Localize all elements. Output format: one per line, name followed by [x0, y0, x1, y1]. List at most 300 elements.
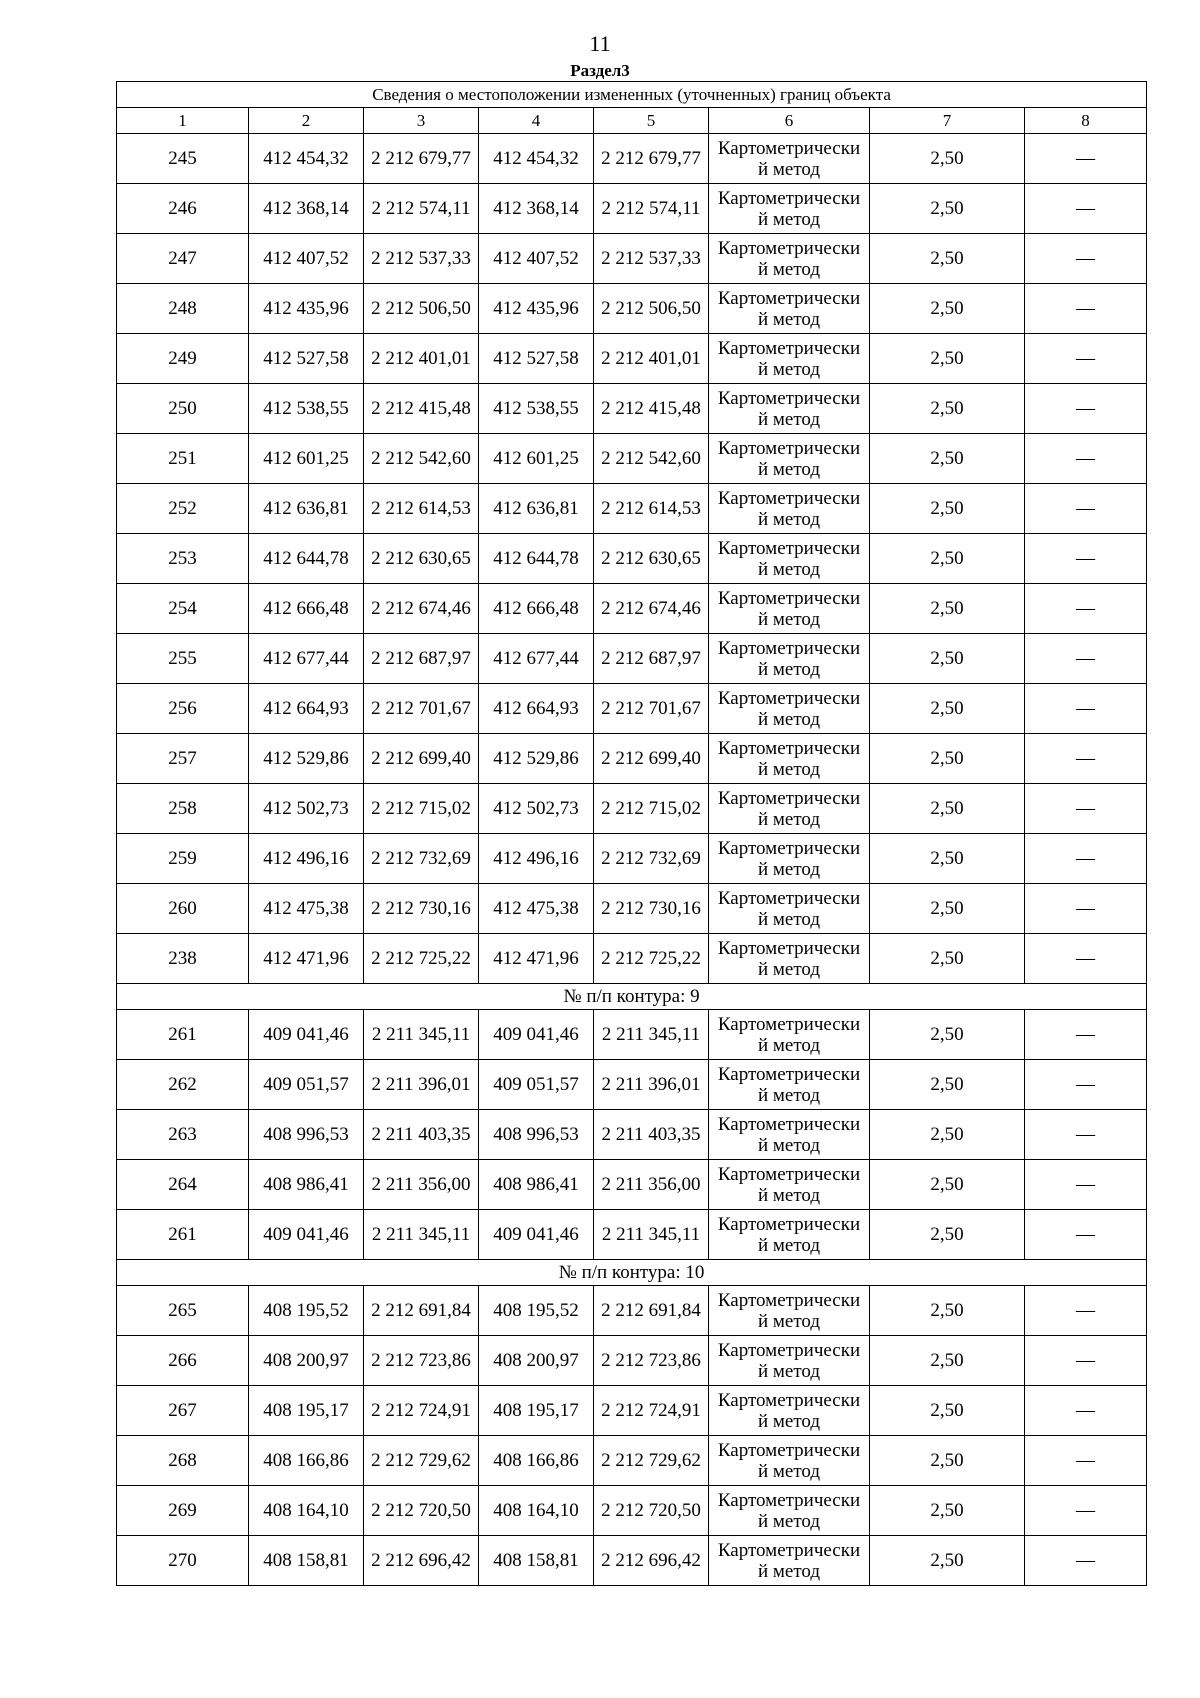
coordinate-x-new-cell: 412 666,48 [479, 584, 594, 634]
coordinate-x-new-cell: 409 051,57 [479, 1060, 594, 1110]
coordinate-y-existing-cell: 2 212 537,33 [364, 234, 479, 284]
coordinate-x-new-cell: 412 454,32 [479, 134, 594, 184]
coordinate-y-existing-cell: 2 212 687,97 [364, 634, 479, 684]
coordinate-y-existing-cell: 2 211 403,35 [364, 1110, 479, 1160]
method-line2: й метод [757, 558, 821, 580]
table-row [117, 484, 1147, 534]
column-number: 2 [249, 108, 364, 134]
method-line2: й метод [757, 358, 821, 380]
coordinate-y-existing-cell: 2 212 415,48 [364, 384, 479, 434]
coordinate-x-new-cell: 408 996,53 [479, 1110, 594, 1160]
method-cell [709, 934, 870, 984]
table-row [117, 1386, 1147, 1436]
point-number-cell: 264 [117, 1160, 249, 1210]
method-cell [709, 484, 870, 534]
method-line2: й метод [757, 808, 821, 830]
column-number: 8 [1025, 108, 1147, 134]
coordinate-x-existing-cell: 412 664,93 [249, 684, 364, 734]
method-line1: Картометрически [717, 837, 861, 859]
method-line1: Картометрически [717, 287, 861, 309]
coordinate-y-existing-cell: 2 212 699,40 [364, 734, 479, 784]
method-line2: й метод [757, 1184, 821, 1206]
coordinate-y-existing-cell: 2 212 542,60 [364, 434, 479, 484]
coordinate-y-existing-cell: 2 212 715,02 [364, 784, 479, 834]
table-row [117, 184, 1147, 234]
point-number-cell: 269 [117, 1486, 249, 1536]
method-line1: Картометрически [717, 1539, 861, 1561]
coordinate-x-existing-cell: 408 195,52 [249, 1286, 364, 1336]
method-line2: й метод [757, 908, 821, 930]
coordinate-x-existing-cell: 409 051,57 [249, 1060, 364, 1110]
coordinate-y-existing-cell: 2 212 574,11 [364, 184, 479, 234]
accuracy-cell: 2,50 [870, 434, 1025, 484]
method-line1: Картометрически [717, 887, 861, 909]
point-number-cell: 257 [117, 734, 249, 784]
coordinate-x-existing-cell: 412 644,78 [249, 534, 364, 584]
coordinate-y-existing-cell: 2 212 730,16 [364, 884, 479, 934]
coordinate-x-existing-cell: 412 527,58 [249, 334, 364, 384]
method-cell [709, 334, 870, 384]
column-number: 3 [364, 108, 479, 134]
coordinate-x-existing-cell: 408 166,86 [249, 1436, 364, 1486]
coordinate-x-new-cell: 408 195,17 [479, 1386, 594, 1436]
accuracy-cell: 2,50 [870, 784, 1025, 834]
coordinate-y-new-cell: 2 212 725,22 [594, 934, 709, 984]
coordinate-y-existing-cell: 2 211 356,00 [364, 1160, 479, 1210]
coordinate-x-new-cell: 412 471,96 [479, 934, 594, 984]
column-number: 7 [870, 108, 1025, 134]
coordinate-y-new-cell: 2 212 574,11 [594, 184, 709, 234]
method-line1: Картометрически [717, 1113, 861, 1135]
coordinate-x-new-cell: 408 195,52 [479, 1286, 594, 1336]
method-cell [709, 584, 870, 634]
column-number: 4 [479, 108, 594, 134]
method-cell [709, 884, 870, 934]
coordinate-x-new-cell: 408 158,81 [479, 1536, 594, 1586]
coordinate-x-new-cell: 408 166,86 [479, 1436, 594, 1486]
column-number-row [117, 108, 1147, 134]
point-number-cell: 248 [117, 284, 249, 334]
point-number-cell: 253 [117, 534, 249, 584]
coordinate-x-new-cell: 409 041,46 [479, 1010, 594, 1060]
description-cell: — [1025, 1386, 1147, 1436]
method-cell [709, 1210, 870, 1260]
description-cell: — [1025, 784, 1147, 834]
coordinate-y-new-cell: 2 212 701,67 [594, 684, 709, 734]
description-cell: — [1025, 434, 1147, 484]
description-cell: — [1025, 134, 1147, 184]
coordinate-y-existing-cell: 2 212 614,53 [364, 484, 479, 534]
method-cell [709, 1436, 870, 1486]
coordinate-y-existing-cell: 2 212 720,50 [364, 1486, 479, 1536]
coordinate-y-new-cell: 2 212 720,50 [594, 1486, 709, 1536]
table-row [117, 334, 1147, 384]
method-line2: й метод [757, 758, 821, 780]
coordinate-y-new-cell: 2 211 403,35 [594, 1110, 709, 1160]
column-number: 1 [117, 108, 249, 134]
accuracy-cell: 2,50 [870, 1286, 1025, 1336]
accuracy-cell: 2,50 [870, 184, 1025, 234]
coordinate-x-existing-cell: 408 158,81 [249, 1536, 364, 1586]
method-line1: Картометрически [717, 737, 861, 759]
coordinate-y-existing-cell: 2 212 725,22 [364, 934, 479, 984]
table-row [117, 1486, 1147, 1536]
description-cell: — [1025, 1436, 1147, 1486]
description-cell: — [1025, 334, 1147, 384]
page-number: 11 [589, 31, 611, 56]
accuracy-cell: 2,50 [870, 534, 1025, 584]
description-cell: — [1025, 1160, 1147, 1210]
coordinate-y-existing-cell: 2 212 724,91 [364, 1386, 479, 1436]
method-line1: Картометрически [717, 1389, 861, 1411]
coordinate-x-new-cell: 412 529,86 [479, 734, 594, 784]
method-cell [709, 834, 870, 884]
table-row [117, 234, 1147, 284]
coordinate-y-new-cell: 2 212 687,97 [594, 634, 709, 684]
point-number-cell: 246 [117, 184, 249, 234]
method-line1: Картометрически [717, 937, 861, 959]
method-line1: Картометрически [717, 637, 861, 659]
coordinate-y-new-cell: 2 212 729,62 [594, 1436, 709, 1486]
method-line2: й метод [757, 1084, 821, 1106]
method-line2: й метод [757, 1234, 821, 1256]
table-row [117, 284, 1147, 334]
method-line1: Картометрически [717, 387, 861, 409]
coordinate-x-new-cell: 412 636,81 [479, 484, 594, 534]
method-line2: й метод [757, 508, 821, 530]
method-cell [709, 1336, 870, 1386]
accuracy-cell: 2,50 [870, 1486, 1025, 1536]
coordinate-y-existing-cell: 2 212 674,46 [364, 584, 479, 634]
description-cell: — [1025, 384, 1147, 434]
method-cell [709, 734, 870, 784]
point-number-cell: 270 [117, 1536, 249, 1586]
description-cell: — [1025, 1486, 1147, 1536]
coordinate-y-new-cell: 2 212 506,50 [594, 284, 709, 334]
coordinate-y-new-cell: 2 212 630,65 [594, 534, 709, 584]
table-row [117, 134, 1147, 184]
description-cell: — [1025, 484, 1147, 534]
contour-header-row [117, 1260, 1147, 1286]
point-number-cell: 258 [117, 784, 249, 834]
coordinate-x-existing-cell: 412 471,96 [249, 934, 364, 984]
method-line1: Картометрически [717, 137, 861, 159]
table-row [117, 1210, 1147, 1260]
description-cell: — [1025, 1536, 1147, 1586]
description-cell: — [1025, 1060, 1147, 1110]
method-cell [709, 1010, 870, 1060]
coordinate-y-new-cell: 2 211 345,11 [594, 1210, 709, 1260]
coordinate-x-new-cell: 409 041,46 [479, 1210, 594, 1260]
coordinate-y-existing-cell: 2 212 732,69 [364, 834, 479, 884]
point-number-cell: 250 [117, 384, 249, 434]
method-line1: Картометрически [717, 687, 861, 709]
method-cell [709, 1536, 870, 1586]
method-line2: й метод [757, 1360, 821, 1382]
coordinate-y-existing-cell: 2 212 729,62 [364, 1436, 479, 1486]
accuracy-cell: 2,50 [870, 1536, 1025, 1586]
table-row [117, 1060, 1147, 1110]
method-line2: й метод [757, 458, 821, 480]
coordinate-y-existing-cell: 2 211 396,01 [364, 1060, 479, 1110]
coordinate-x-new-cell: 412 664,93 [479, 684, 594, 734]
method-cell [709, 1386, 870, 1436]
coordinate-x-new-cell: 412 496,16 [479, 834, 594, 884]
accuracy-cell: 2,50 [870, 134, 1025, 184]
coordinate-x-existing-cell: 412 435,96 [249, 284, 364, 334]
method-line2: й метод [757, 1460, 821, 1482]
coordinate-x-existing-cell: 412 496,16 [249, 834, 364, 884]
coordinate-y-existing-cell: 2 211 345,11 [364, 1010, 479, 1060]
method-line1: Картометрически [717, 1339, 861, 1361]
method-cell [709, 1060, 870, 1110]
point-number-cell: 261 [117, 1210, 249, 1260]
coordinate-x-existing-cell: 412 368,14 [249, 184, 364, 234]
method-line2: й метод [757, 208, 821, 230]
point-number-cell: 260 [117, 884, 249, 934]
point-number-cell: 265 [117, 1286, 249, 1336]
method-cell [709, 384, 870, 434]
accuracy-cell: 2,50 [870, 584, 1025, 634]
coordinate-x-existing-cell: 412 677,44 [249, 634, 364, 684]
method-line1: Картометрически [717, 1213, 861, 1235]
method-cell [709, 434, 870, 484]
coordinate-y-new-cell: 2 212 674,46 [594, 584, 709, 634]
point-number-cell: 261 [117, 1010, 249, 1060]
column-number: 5 [594, 108, 709, 134]
point-number-cell: 262 [117, 1060, 249, 1110]
coordinate-x-new-cell: 412 644,78 [479, 534, 594, 584]
point-number-cell: 263 [117, 1110, 249, 1160]
point-number-cell: 238 [117, 934, 249, 984]
coordinate-y-new-cell: 2 211 345,11 [594, 1010, 709, 1060]
method-line2: й метод [757, 858, 821, 880]
point-number-cell: 245 [117, 134, 249, 184]
table-row [117, 1536, 1147, 1586]
method-cell [709, 234, 870, 284]
table-row [117, 1160, 1147, 1210]
coordinate-y-existing-cell: 2 212 506,50 [364, 284, 479, 334]
method-line1: Картометрически [717, 587, 861, 609]
method-line1: Картометрически [717, 1063, 861, 1085]
method-line1: Картометрически [717, 1289, 861, 1311]
method-cell [709, 1486, 870, 1536]
coordinate-y-existing-cell: 2 212 679,77 [364, 134, 479, 184]
coordinate-x-existing-cell: 412 407,52 [249, 234, 364, 284]
contour-label: № п/п контура: 9 [117, 984, 1147, 1010]
coordinate-y-new-cell: 2 212 696,42 [594, 1536, 709, 1586]
coordinate-x-existing-cell: 412 502,73 [249, 784, 364, 834]
method-line2: й метод [757, 608, 821, 630]
description-cell: — [1025, 184, 1147, 234]
table-row [117, 1010, 1147, 1060]
point-number-cell: 259 [117, 834, 249, 884]
point-number-cell: 266 [117, 1336, 249, 1386]
table-row [117, 784, 1147, 834]
accuracy-cell: 2,50 [870, 684, 1025, 734]
coordinate-y-new-cell: 2 212 724,91 [594, 1386, 709, 1436]
accuracy-cell: 2,50 [870, 334, 1025, 384]
coordinate-y-new-cell: 2 211 396,01 [594, 1060, 709, 1110]
accuracy-cell: 2,50 [870, 1010, 1025, 1060]
table-row [117, 684, 1147, 734]
coordinate-y-existing-cell: 2 212 630,65 [364, 534, 479, 584]
description-cell: — [1025, 734, 1147, 784]
point-number-cell: 247 [117, 234, 249, 284]
method-line2: й метод [757, 1510, 821, 1532]
accuracy-cell: 2,50 [870, 884, 1025, 934]
accuracy-cell: 2,50 [870, 1060, 1025, 1110]
description-cell: — [1025, 534, 1147, 584]
point-number-cell: 267 [117, 1386, 249, 1436]
coordinate-x-existing-cell: 412 666,48 [249, 584, 364, 634]
coordinate-x-existing-cell: 412 636,81 [249, 484, 364, 534]
method-line1: Картометрически [717, 1013, 861, 1035]
coordinate-y-new-cell: 2 212 614,53 [594, 484, 709, 534]
table-row [117, 1436, 1147, 1486]
accuracy-cell: 2,50 [870, 1110, 1025, 1160]
table-row [117, 534, 1147, 584]
method-cell [709, 634, 870, 684]
coordinate-x-new-cell: 412 677,44 [479, 634, 594, 684]
coordinate-x-new-cell: 412 407,52 [479, 234, 594, 284]
coordinate-x-new-cell: 408 164,10 [479, 1486, 594, 1536]
description-cell: — [1025, 584, 1147, 634]
coordinate-y-new-cell: 2 212 537,33 [594, 234, 709, 284]
method-line2: й метод [757, 1134, 821, 1156]
method-line2: й метод [757, 658, 821, 680]
method-line1: Картометрически [717, 237, 861, 259]
coordinate-x-existing-cell: 408 996,53 [249, 1110, 364, 1160]
method-cell [709, 1286, 870, 1336]
accuracy-cell: 2,50 [870, 484, 1025, 534]
coordinate-y-new-cell: 2 212 542,60 [594, 434, 709, 484]
coordinate-y-new-cell: 2 212 730,16 [594, 884, 709, 934]
method-cell [709, 1110, 870, 1160]
description-cell: — [1025, 1110, 1147, 1160]
table-row [117, 584, 1147, 634]
coordinate-x-new-cell: 412 538,55 [479, 384, 594, 434]
coordinate-x-new-cell: 412 368,14 [479, 184, 594, 234]
description-cell: — [1025, 634, 1147, 684]
point-number-cell: 249 [117, 334, 249, 384]
accuracy-cell: 2,50 [870, 1436, 1025, 1486]
coordinate-y-existing-cell: 2 212 701,67 [364, 684, 479, 734]
description-cell: — [1025, 1010, 1147, 1060]
method-cell [709, 684, 870, 734]
method-line1: Картометрически [717, 337, 861, 359]
coordinate-y-new-cell: 2 211 356,00 [594, 1160, 709, 1210]
accuracy-cell: 2,50 [870, 234, 1025, 284]
method-line1: Картометрически [717, 1439, 861, 1461]
description-cell: — [1025, 1286, 1147, 1336]
coordinate-y-existing-cell: 2 211 345,11 [364, 1210, 479, 1260]
method-line2: й метод [757, 158, 821, 180]
method-line1: Картометрически [717, 787, 861, 809]
accuracy-cell: 2,50 [870, 1336, 1025, 1386]
point-number-cell: 256 [117, 684, 249, 734]
accuracy-cell: 2,50 [870, 834, 1025, 884]
coordinate-x-new-cell: 408 200,97 [479, 1336, 594, 1386]
coordinate-x-new-cell: 408 986,41 [479, 1160, 594, 1210]
table-row [117, 834, 1147, 884]
coordinate-x-existing-cell: 412 454,32 [249, 134, 364, 184]
coordinate-x-new-cell: 412 475,38 [479, 884, 594, 934]
coordinate-y-new-cell: 2 212 723,86 [594, 1336, 709, 1386]
method-cell [709, 784, 870, 834]
coordinate-x-new-cell: 412 527,58 [479, 334, 594, 384]
accuracy-cell: 2,50 [870, 1160, 1025, 1210]
point-number-cell: 268 [117, 1436, 249, 1486]
method-line1: Картометрически [717, 537, 861, 559]
description-cell: — [1025, 1210, 1147, 1260]
point-number-cell: 251 [117, 434, 249, 484]
coordinate-y-existing-cell: 2 212 401,01 [364, 334, 479, 384]
table-row [117, 1286, 1147, 1336]
coordinate-y-existing-cell: 2 212 696,42 [364, 1536, 479, 1586]
coordinate-y-new-cell: 2 212 732,69 [594, 834, 709, 884]
table-row [117, 734, 1147, 784]
coordinate-x-new-cell: 412 435,96 [479, 284, 594, 334]
contour-header-row [117, 984, 1147, 1010]
coordinate-x-existing-cell: 412 529,86 [249, 734, 364, 784]
coordinate-x-existing-cell: 408 164,10 [249, 1486, 364, 1536]
coordinate-x-existing-cell: 409 041,46 [249, 1010, 364, 1060]
point-number-cell: 254 [117, 584, 249, 634]
method-line1: Картометрически [717, 487, 861, 509]
accuracy-cell: 2,50 [870, 734, 1025, 784]
method-line2: й метод [757, 1310, 821, 1332]
table-row [117, 1110, 1147, 1160]
coordinate-x-existing-cell: 412 601,25 [249, 434, 364, 484]
method-line1: Картометрически [717, 187, 861, 209]
method-line2: й метод [757, 1560, 821, 1582]
accuracy-cell: 2,50 [870, 1210, 1025, 1260]
coordinate-x-existing-cell: 408 195,17 [249, 1386, 364, 1436]
coordinate-y-new-cell: 2 212 691,84 [594, 1286, 709, 1336]
column-number: 6 [709, 108, 870, 134]
description-cell: — [1025, 884, 1147, 934]
method-line2: й метод [757, 1034, 821, 1056]
accuracy-cell: 2,50 [870, 1386, 1025, 1436]
method-cell [709, 284, 870, 334]
boundary-coordinates-table [116, 81, 1147, 1586]
table-row [117, 884, 1147, 934]
coordinate-x-existing-cell: 408 986,41 [249, 1160, 364, 1210]
coordinate-y-existing-cell: 2 212 691,84 [364, 1286, 479, 1336]
accuracy-cell: 2,50 [870, 634, 1025, 684]
coordinate-x-existing-cell: 412 475,38 [249, 884, 364, 934]
coordinate-y-existing-cell: 2 212 723,86 [364, 1336, 479, 1386]
table-row [117, 1336, 1147, 1386]
method-cell [709, 184, 870, 234]
method-cell [709, 134, 870, 184]
table-body [117, 134, 1147, 1586]
coordinate-y-new-cell: 2 212 401,01 [594, 334, 709, 384]
contour-label: № п/п контура: 10 [117, 1260, 1147, 1286]
point-number-cell: 252 [117, 484, 249, 534]
accuracy-cell: 2,50 [870, 934, 1025, 984]
section-label: Раздел3 [570, 61, 630, 80]
table-title: Сведения о местоположении измененных (уточненных) границ объекта [117, 82, 1147, 108]
coordinate-y-new-cell: 2 212 415,48 [594, 384, 709, 434]
method-line2: й метод [757, 258, 821, 280]
method-cell [709, 534, 870, 584]
method-line2: й метод [757, 408, 821, 430]
accuracy-cell: 2,50 [870, 284, 1025, 334]
description-cell: — [1025, 284, 1147, 334]
coordinate-x-existing-cell: 409 041,46 [249, 1210, 364, 1260]
